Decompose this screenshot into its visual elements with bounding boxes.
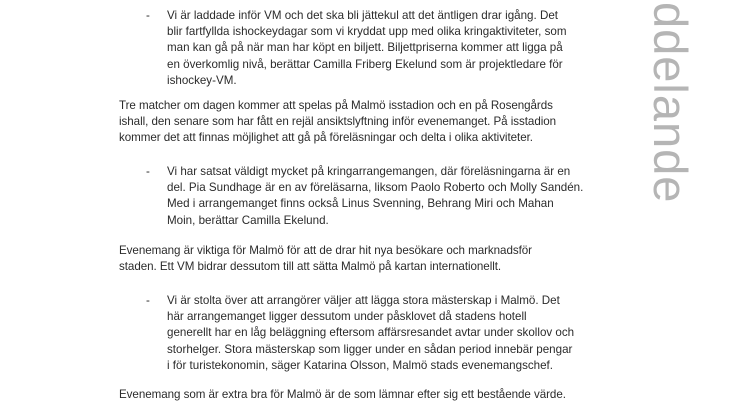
quote-dash: -: [146, 9, 150, 22]
text-line: ishockey-VM.: [167, 73, 237, 87]
text-line: del. Pia Sundhage är en av föreläsarna, liksom Paolo Roberto och Molly Sandén.: [167, 181, 584, 195]
text-line: storhelger. Stora mästerskap som ligger under en sådan period innebär pengar: [167, 342, 573, 356]
text-line: Vi är laddade inför VM och det ska bli jättekul att det äntligen drar igång. Det: [167, 9, 558, 22]
text-line: Evenemang är viktiga för Malmö för att de drar hit nya besökare och marknadsför: [119, 244, 532, 257]
text-line: ishall, den senare som har fått en rejäl ansiktslyftning inför evenemanget. På isstadion: [119, 115, 557, 129]
text-line: Vi har satsat väldigt mycket på kringarrangemangen, där föreläsningarna är en: [167, 165, 571, 178]
text-line: Med i arrangemanget finns också Linus Svenning, Behrang Miri och Mahan: [167, 197, 554, 211]
text-line: man kan gå på när man har köpt en biljett. Biljettpriserna kommer att ligga på: [167, 41, 563, 55]
text-line: generellt har en låg beläggning eftersom affärsresandet avtar under skollov och: [167, 326, 575, 340]
text-line: Vi är stolta över att arrangörer väljer att lägga stora mästerskap i Malmö. Det: [167, 294, 560, 307]
quote-block-3: [167, 293, 574, 374]
text-line: en överkomlig nivå, berättar Camilla Friberg Ekelund som är projektledare för: [167, 57, 563, 71]
text-line: kommer det att finnas möjlighet att gå på föreläsningar och delta i olika aktiviteter.: [119, 131, 533, 145]
quote-block-2: [167, 164, 583, 229]
side-label-container: [628, 2, 712, 224]
quote-dash: -: [146, 294, 150, 307]
text-line: staden. Ett VM bidrar dessutom till att sätta Malmö på kartan internationellt.: [119, 260, 502, 274]
text-line: i för turistekonomin, säger Katarina Olsson, Malmö stads evenemangschef.: [167, 358, 553, 372]
text-line: här arrangemanget ligger dessutom under påsklovet då stadens hotell: [167, 310, 527, 324]
text-line: Tre matcher om dagen kommer att spelas på Malmö isstadion och en på Rosengårds: [119, 99, 553, 112]
quote-dash: -: [146, 165, 150, 178]
body-paragraph-2: [119, 243, 532, 275]
text-line: blir fartfyllda ishockeydagar som vi kryddat upp med olika kringaktiviteter, som: [167, 25, 567, 39]
body-paragraph-1: [119, 98, 556, 147]
body-paragraph-3: [119, 387, 566, 403]
quote-block-1: [167, 8, 567, 89]
side-label: ddelande: [644, 2, 697, 204]
text-line: Evenemang som är extra bra för Malmö är de som lämnar efter sig ett bestående värde.: [119, 388, 566, 401]
text-line: Moin, berättar Camilla Ekelund.: [167, 213, 329, 227]
